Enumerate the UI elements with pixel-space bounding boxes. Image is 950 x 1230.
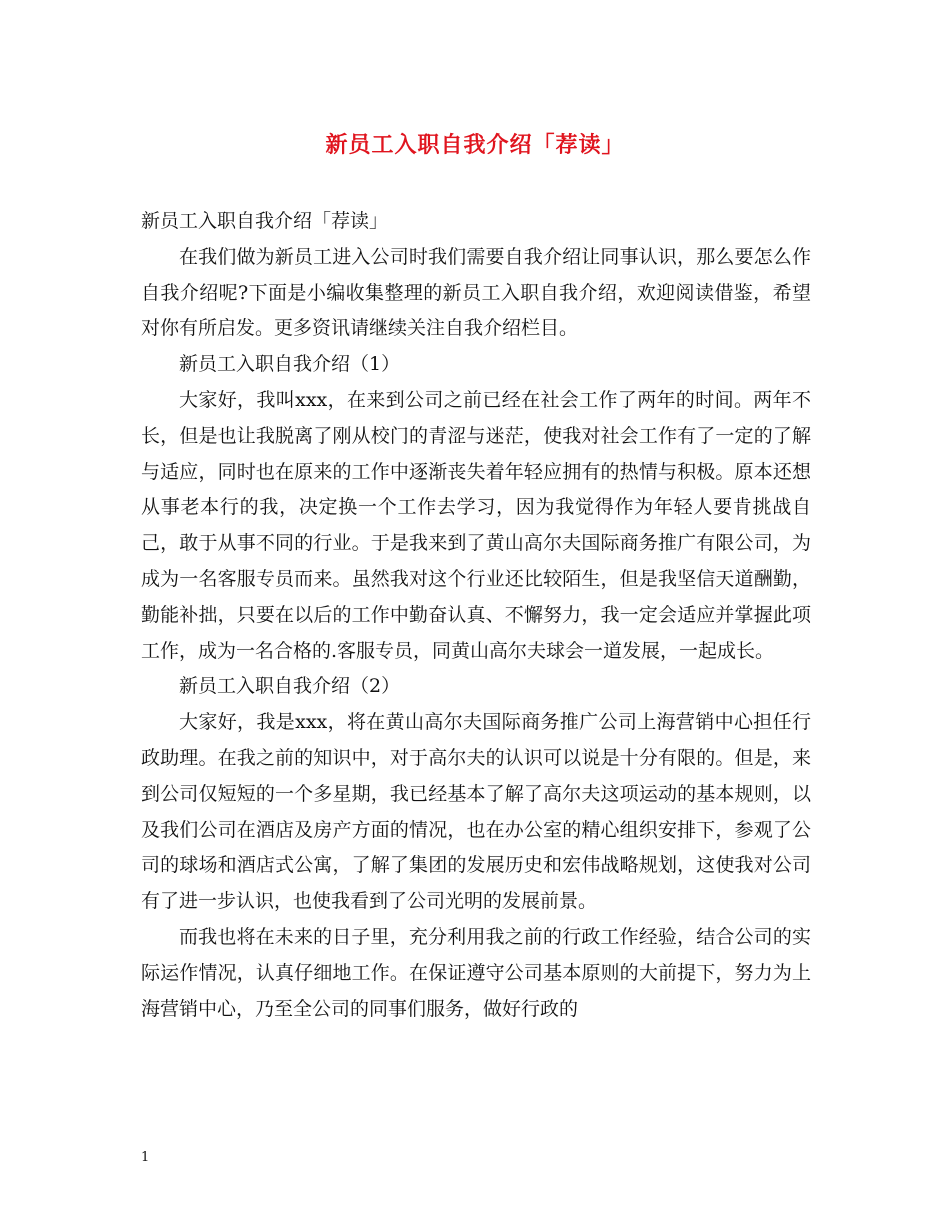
page-number: 1	[141, 1150, 150, 1165]
paragraph-intro-1: 大家好，我叫xxx，在来到公司之前已经在社会工作了两年的时间。两年不长，但是也让我脱离了刚从校门的青涩与迷茫，使我对社会工作有了一定的了解与适应，同时也在原来的工作中逐渐丧失着年轻应拥有的热情与积极。原本还想从事老本行的我，决定换一个工作去学习，因为我觉得作为年轻人要肯挑战自己，敢于从事不同的行业。于是我来到了黄山高尔夫国际商务推广有限公司，为成为一名客服专员而来。虽然我对这个行业还比较陌生，但是我坚信天道酬勤，勤能补拙，只要在以后的工作中勤奋认真、不懈努力，我一定会适应并掌握此项工作，成为一名合格的.客服专员，同黄山高尔夫球会一道发展，一起成长。	[141, 388, 811, 662]
document-title: 新员工入职自我介绍「荐读」	[325, 132, 625, 158]
paragraph-intro: 在我们做为新员工进入公司时我们需要自我介绍让同事认识，那么要怎么作自我介绍呢?下面是小编收集整理的新员工入职自我介绍，欢迎阅读借鉴，希望对你有所启发。更多资讯请继续关注自我介绍栏目。	[141, 245, 811, 340]
section-heading-1: 新员工入职自我介绍（1）	[179, 353, 401, 376]
section-heading-2: 新员工入职自我介绍（2）	[179, 675, 401, 698]
document-body	[141, 204, 811, 1027]
paragraph-subtitle: 新员工入职自我介绍「荐读」	[141, 210, 389, 232]
paragraph-closing: 而我也将在未来的日子里，充分利用我之前的行政工作经验，结合公司的实际运作情况，认真仔细地工作。在保证遵守公司基本原则的大前提下，努力为上海营销中心，乃至全公司的同事们服务，做好行政的	[141, 925, 811, 1020]
paragraph-intro-2: 大家好，我是xxx，将在黄山高尔夫国际商务推广公司上海营销中心担任行政助理。在我之前的知识中，对于高尔夫的认识可以说是十分有限的。但是，来到公司仅短短的一个多星期，我已经基本了解了高尔夫这项运动的基本规则，以及我们公司在酒店及房产方面的情况，也在办公室的精心组织安排下，参观了公司的球场和酒店式公寓，了解了集团的发展历史和宏伟战略规划，这使我对公司有了进一步认识，也使我看到了公司光明的发展前景。	[141, 711, 811, 913]
